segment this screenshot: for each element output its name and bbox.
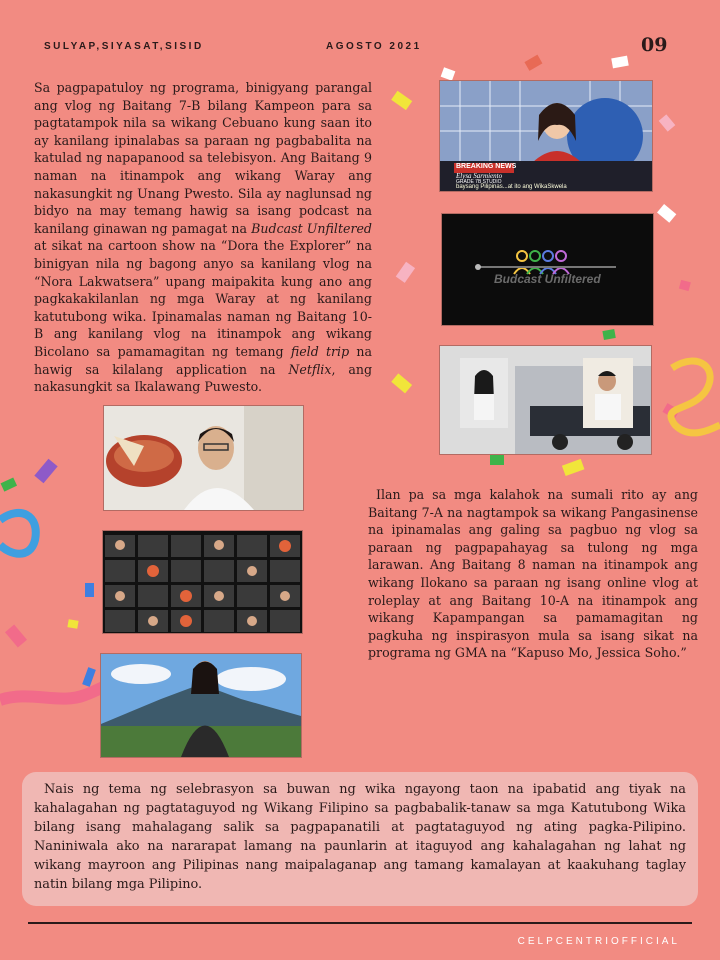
news-ticker: baysang Pilipinas...at ito ang WikaSkwela: [456, 184, 567, 190]
field-trip-image: [440, 346, 651, 454]
video-call-grid-image: [103, 531, 302, 633]
footer-handle: CELPCENTRIOFFICIAL: [517, 936, 680, 947]
video-call-photo: [102, 530, 303, 634]
podcast-title: Budcast Unfiltered: [494, 272, 601, 286]
divider-line: [28, 922, 692, 924]
budcast-photo: [441, 213, 654, 326]
article-paragraph-2: [368, 486, 698, 662]
page-number: 09: [641, 34, 668, 56]
paragraph-text: , ang nakasungkit sa Ikalawang Puwesto.: [34, 361, 373, 395]
closing-paragraph: Nais ng tema ng selebrasyon sa buwan ng wika ngayong taon na ipabatid ang tiyak na kahalagahan ng pagtataguyod ng Wikang Filipino sa pagbabalik-tanaw sa mga Katutubong Wika bilang isang mahalagang salik sa pagpapanatili at pagtataguyod ng ating pagka-Pilipino. Naniniwala ako na nararapat lamang na paunlarin at itaguyod ang kahalagahan ng lahat ng wikang mayroon ang Pilipinas nang maipalaganap ang tamang kamalayan at kaakuhang taglay natin bilang mga Pilipino.: [34, 782, 686, 892]
paragraph-text: at sikat na cartoon show na “Dora the Explorer” na binigyan nila ng bagong anyo sa kanilang vlog na “Nora Lakwatsera” upang maipakita kung ano ang pagkakakilanlan ng mga Waray at ng kanilang katutubong wika. Ipinamalas naman ng Baitang 10-B ang kanilang vlog na itinampok ang wikang Bicolano sa pamamagitan ng temang: [34, 238, 372, 359]
paragraph-text: Ilan pa sa mga kalahok na sumali rito ay ang Baitang 7-A na nagtampok sa wikang Pangasinense na ipinamalas ang galing sa pagbuo ng vlog sa paraan ng pagpapahayag sa tulong ng mga larawan. Ang Baitang 8 naman na itinampok ang wikang Ilokano sa paraan ng isang online vlog at roleplay at ang Baitang 10-A na itinampok ang wikang Kapampangan sa pamamagitan ng pagkuha ng inspirasyon mula sa isang sikat na programa ng GMA na “Kapuso Mo, Jessica Soho.”: [368, 487, 698, 661]
reporter-name: Elysa Sarmiento: [456, 172, 503, 180]
italic-term: field trip: [290, 343, 350, 359]
mountain-landscape-photo: [100, 653, 302, 758]
paragraph-text: Sa pagpapatuloy ng programa, binigyang parangal ang vlog ng Baitang 7-B bilang Kampeon para sa pagtatampok nila sa wikang Cebuano kung saan ito ay kanilang ipinalabas sa paraan ng pagbabalita na katulad ng napapanood sa telebisyon. Ang Baitang 9 naman na itinampok ang wikang Waray ang nakasungkit ng Unang Pwesto. Sila ay naglunsad ng bidyo na may temang hawig sa isang podcast na kanilang ginawan ng pamagat na: [34, 80, 372, 236]
italic-title: Budcast Unfiltered: [251, 220, 372, 236]
podcast-logo-icon: [442, 214, 653, 325]
section-header: SULYAP,SIYASAT,SISID: [44, 41, 204, 52]
paragraph-text: na hawig sa kilalang application na: [34, 343, 373, 377]
news-broadcast-photo: [439, 80, 653, 192]
food-vlog-photo: [103, 405, 304, 511]
closing-box: [22, 772, 698, 906]
article-paragraph-1: [34, 79, 372, 396]
breaking-news-banner: BREAKING NEWS: [456, 163, 517, 170]
news-caption: GRADE 7B STUDIO: [456, 179, 502, 185]
food-vlog-image: [104, 406, 303, 510]
mountain-landscape-image: [101, 654, 301, 757]
issue-date: AGOSTO 2021: [326, 41, 422, 52]
field-trip-photo: [439, 345, 652, 455]
italic-brand: Netflix: [288, 361, 332, 377]
